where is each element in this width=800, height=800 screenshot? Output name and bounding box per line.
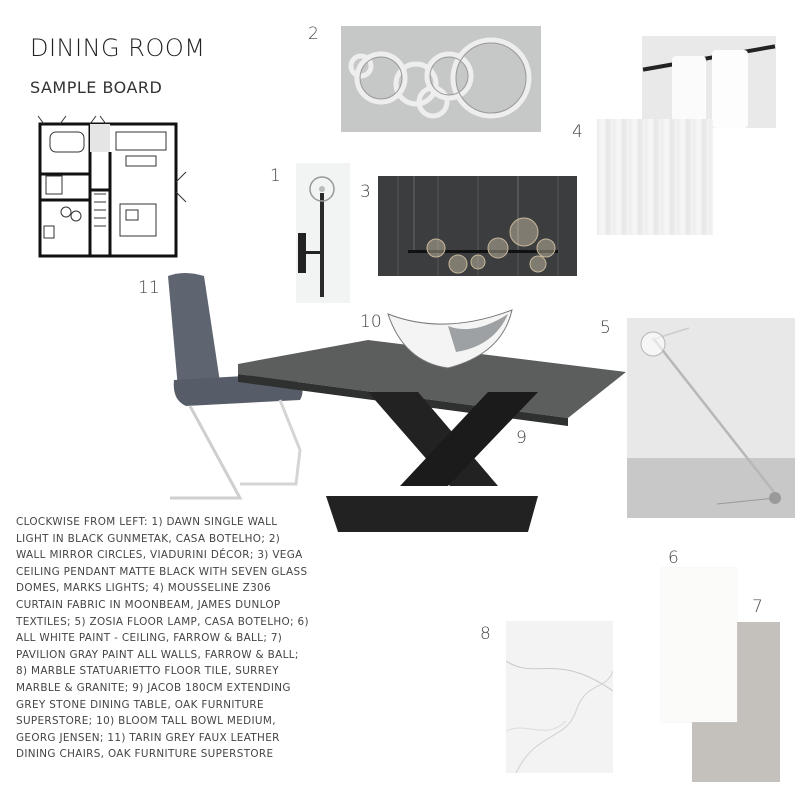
- bloom-bowl-image: [384, 306, 516, 370]
- item-number-8: 8: [480, 624, 491, 644]
- mirror-circles-image: [341, 26, 541, 132]
- item-number-6: 6: [668, 548, 679, 568]
- floor-plan-image: [30, 112, 190, 260]
- item-number-10: 10: [360, 312, 382, 332]
- item-number-11: 11: [138, 278, 160, 298]
- item-number-3: 3: [360, 182, 371, 202]
- item-number-5: 5: [600, 318, 611, 338]
- item-number-9: 9: [516, 428, 527, 448]
- all-white-swatch: [661, 568, 737, 722]
- curtain-rail-image: [642, 36, 776, 128]
- item-number-7: 7: [752, 597, 763, 617]
- item-number-2: 2: [308, 24, 319, 44]
- curtain-fabric-image: [597, 119, 713, 235]
- marble-tile-image: [506, 621, 613, 773]
- board-title: DINING ROOM: [30, 34, 206, 62]
- item-number-1: 1: [270, 166, 281, 186]
- item-number-4: 4: [572, 122, 583, 142]
- pendant-light-image: [378, 176, 577, 276]
- item-list-caption: CLOCKWISE FROM LEFT: 1) DAWN SINGLE WALL LIGHT IN BLACK GUNMETAK, CASA BOTELHO; 2) WALL MIRROR CIRCLES, VIADURINI DÉCOR; 3) VEGA CEILING PENDANT MATTE BLACK WITH SEVEN GLASS DOMES, MARKS LIGHTS; 4) MOUSSELINE Z306 CURTAIN FABRIC IN MOONBEAM, JAMES DUNLOP TEXTILES; 5) ZOSIA FLOOR LAMP, CASA BOTELHO; 6) ALL WHITE PAINT - CEILING, FARROW & BALL; 7) PAVILION GRAY PAINT ALL WALLS, FARROW & BALL; 8) MARBLE STATUARIETTO FLOOR TILE, SURREY MARBLE & GRANITE; 9) JACOB 180CM EXTENDING GREY STONE DINING TABLE, OAK FURNITURE SUPERSTORE; 10) BLOOM TALL BOWL MEDIUM, GEORG JENSEN; 11) TARIN GREY FAUX LEATHER DINING CHAIRS, OAK FURNITURE SUPERSTORE: [16, 516, 309, 761]
- board-subtitle: SAMPLE BOARD: [30, 78, 163, 97]
- floor-lamp-image: [627, 318, 795, 518]
